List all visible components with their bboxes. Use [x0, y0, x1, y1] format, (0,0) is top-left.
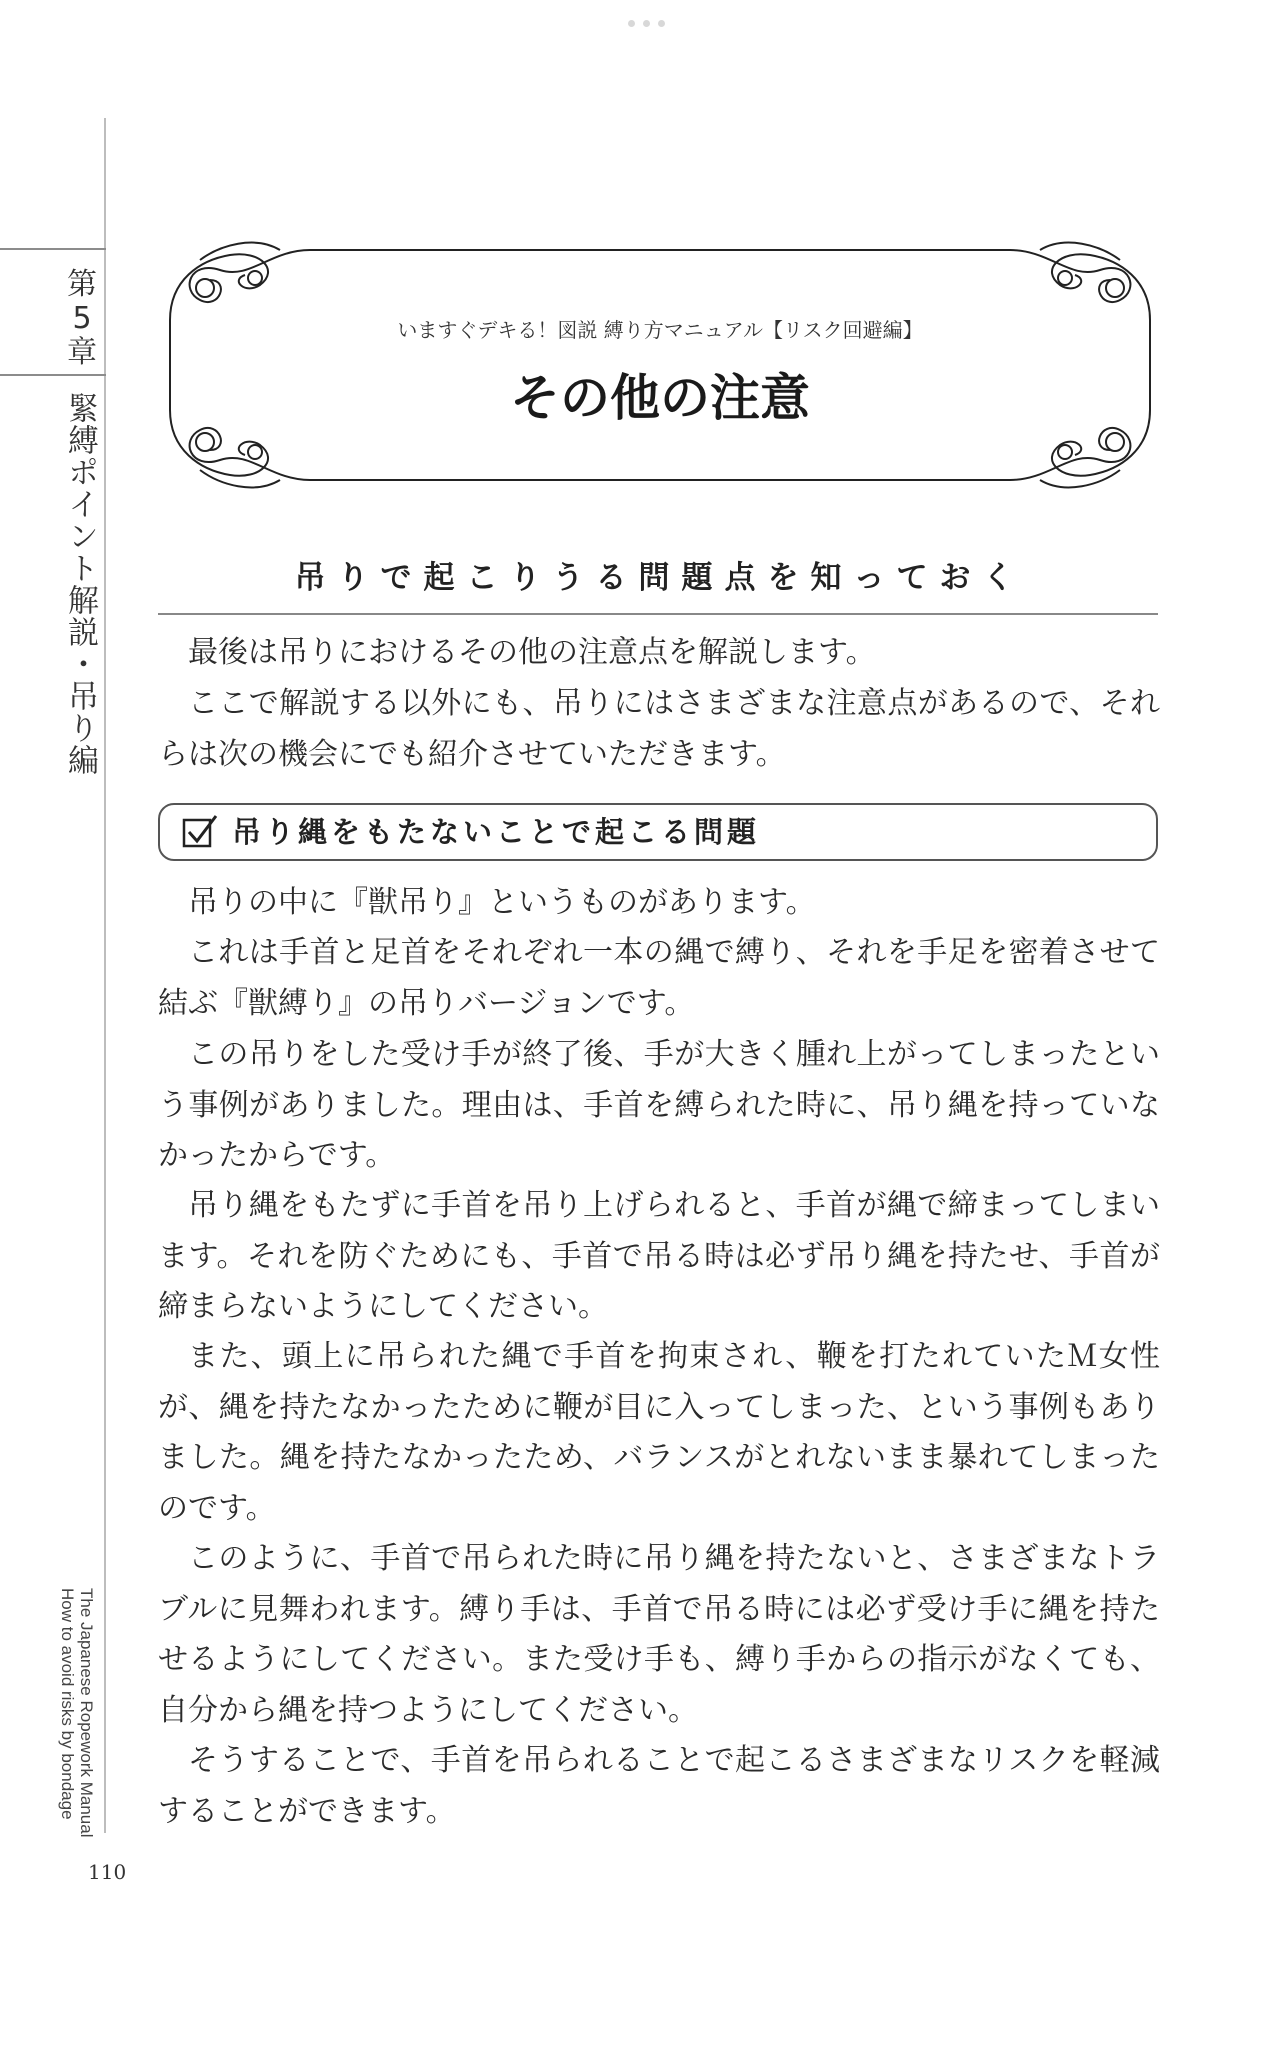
page-number: 110 [88, 1860, 127, 1884]
dot [628, 20, 635, 27]
chapter-title: 緊縛ポイント解説・吊り編 [62, 392, 98, 776]
body-paragraph-2: これは手首と足首をそれぞれ一本の縄で縛り、それを手足を密着させて結ぶ『獣縛り』の吊りバージョンです。 [158, 935, 1160, 1021]
chapter-number [62, 268, 102, 370]
page-indicator-dots [628, 20, 665, 27]
dot [643, 20, 650, 27]
subsection-heading: 吊り縄をもたないことで起こる問題 [232, 815, 761, 849]
body-paragraph-6: このように、手首で吊られた時に吊り縄を持たないと、さまざまなトラブルに見舞われます。縛り手は、手首で吊る時には必ず受け手に縄を持たせるようにしてください。また受け手も、縛り手からの指示がなくても、自分から縄を持つようにしてください。 [158, 1541, 1160, 1728]
page-title: その他の注意 [510, 369, 810, 427]
chapter-rule-top [0, 248, 106, 250]
book-title-line2: How to avoid risks by bondage [58, 1588, 77, 1820]
body-paragraph-7: そうすることで、手首を吊られることで起こるさまざまなリスクを軽減することができます。 [158, 1743, 1160, 1829]
book-title [58, 1588, 96, 1837]
intro-paragraph-2: ここで解説する以外にも、吊りにはさまざまな注意点があるので、それらは次の機会にでも紹介させていただきます。 [158, 686, 1160, 772]
body-paragraph-5: また、頭上に吊られた縄で手首を拘束され、鞭を打たれていたＭ女性が、縄を持たなかったために鞭が目に入ってしまった、という事例もありました。縄を持たなかったため、バランスがとれないまま暴れてしまったのです。 [158, 1339, 1160, 1526]
body-paragraph-1: 吊りの中に『獣吊り』というものがあります。 [188, 885, 816, 920]
chapter-number-char: 5 [72, 301, 92, 336]
page-subtitle: いますぐデキる！図説 縛り方マニュアル【リスク回避編】 [397, 318, 923, 342]
body-paragraph-3: この吊りをした受け手が終了後、手が大きく腫れ上がってしまったという事例がありました。理由は、手首を縛られた時に、吊り縄を持っていなかったからです。 [158, 1037, 1160, 1173]
book-title-line1: The Japanese Ropework Manual [77, 1588, 96, 1838]
section-rule [158, 613, 1158, 615]
chapter-number-char: 第 [67, 267, 97, 302]
intro-paragraph-1: 最後は吊りにおけるその他の注意点を解説します。 [188, 635, 876, 670]
chapter-number-text [62, 268, 102, 370]
checkbox-check-icon [180, 812, 220, 852]
chapter-number-char: 章 [67, 335, 97, 370]
body-paragraph-4: 吊り縄をもたずに手首を吊り上げられると、手首が縄で締まってしまいます。それを防ぐためにも、手首で吊る時は必ず吊り縄を持たせ、手首が締まらないようにしてください。 [158, 1188, 1160, 1324]
section-heading: 吊りで起こりうる問題点を知っておく [294, 560, 1026, 596]
dot [658, 20, 665, 27]
chapter-rule-bottom [0, 374, 106, 376]
